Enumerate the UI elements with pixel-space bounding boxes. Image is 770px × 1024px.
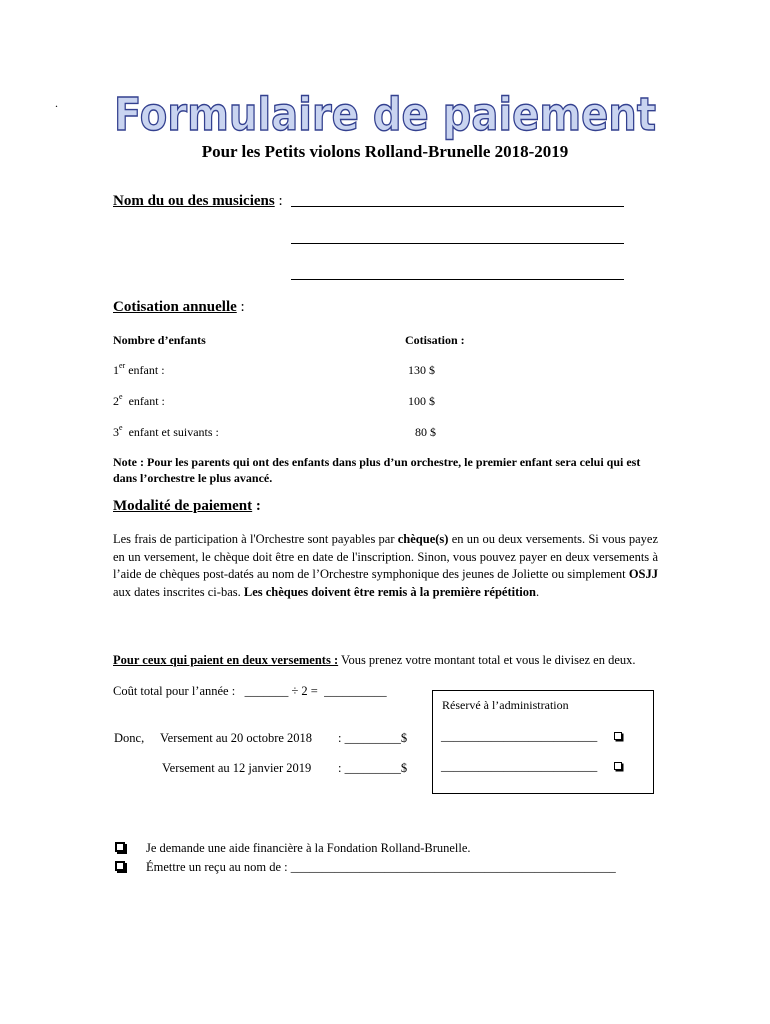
two-payments-row — [113, 653, 636, 668]
fee-row-1-value: 130 $ — [408, 363, 435, 377]
col-fee-header: Cotisation : — [405, 333, 465, 347]
row-3-label: enfant et suivants : — [122, 425, 219, 439]
admin-line-1[interactable]: _________________________ — [441, 729, 598, 743]
payment-text-1: Les frais de participation à l'Orchestre sont payables par — [113, 532, 398, 546]
cotisation-heading: Cotisation annuelle — [113, 299, 237, 315]
form-subtitle: Pour les Petits violons Rolland-Brunelle 2018-2019 — [201, 142, 569, 161]
row-3-sup: e — [119, 423, 123, 432]
fee-row-3-value: 80 $ — [415, 425, 436, 439]
fee-row-2-value: 100 $ — [408, 394, 435, 408]
fee-row-3-label — [113, 425, 219, 440]
payment-bold-remise: Les chèques doivent être remis à la première répétition — [243, 584, 536, 599]
payment-text-3: aux dates inscrites ci-bas. — [113, 584, 244, 599]
row-2-num: 2 — [113, 394, 119, 408]
payment-text-2: en un ou deux versements. Si vous payez en un versement, le chèque doit être en date de l'inscription. Sinon, vous pouvez payer en deux versements à l’aide de chèques post-datés au nom de l’Orchestre symphonique des jeunes de Joliette ou simplement — [113, 532, 658, 582]
payment-heading-row — [113, 498, 261, 515]
form-title — [112, 86, 660, 141]
two-payments-text: Vous prenez votre montant total et vous le divisez en deux. — [338, 653, 636, 667]
payment-1-amount[interactable]: : _________$ — [338, 731, 408, 745]
row-1-num: 1 — [113, 363, 119, 377]
row-2-sup: e — [119, 392, 123, 401]
receipt-label[interactable]: Émettre un reçu au nom de : ____________________________________________________ — [146, 860, 616, 874]
stray-dot: . — [55, 96, 58, 110]
fee-row-1-label — [113, 363, 165, 378]
payment-text-4: . — [535, 584, 540, 599]
payment-colon: : — [252, 498, 261, 514]
musicians-colon: : — [274, 193, 283, 209]
row-3-num: 3 — [113, 425, 119, 439]
payment-paragraph — [113, 531, 658, 601]
donc-label: Donc, — [114, 731, 145, 745]
musician-name-line-2[interactable] — [291, 243, 624, 244]
row-2-label: enfant : — [122, 394, 165, 408]
form-title-text: Formulaire de paiement — [114, 88, 656, 141]
payment-bold-osjj: OSJJ — [628, 567, 658, 582]
total-cost-line[interactable]: Coût total pour l’année : _______ ÷ 2 = __________ — [113, 684, 387, 698]
admin-checkbox-1[interactable] — [614, 732, 622, 740]
receipt-checkbox[interactable] — [115, 861, 125, 871]
payment-2-label: Versement au 12 janvier 2019 — [162, 761, 312, 775]
two-payments-heading: Pour ceux qui paient en deux versements : — [113, 653, 339, 667]
row-1-label: enfant : — [125, 363, 165, 377]
musicians-label: Nom du ou des musiciens — [113, 193, 275, 209]
cotisation-heading-row — [113, 299, 245, 316]
financial-aid-checkbox[interactable] — [115, 842, 125, 852]
col-children-header: Nombre d’enfants — [113, 333, 206, 347]
payment-1-label: Versement au 20 octobre 2018 — [160, 731, 313, 745]
admin-title: Réservé à l’administration — [442, 698, 569, 712]
cotisation-colon: : — [236, 299, 245, 315]
row-1-sup: er — [119, 361, 126, 370]
payment-bold-cheques: chèque(s) — [397, 532, 449, 546]
admin-line-2[interactable]: _________________________ — [441, 759, 598, 773]
admin-checkbox-2[interactable] — [614, 762, 622, 770]
financial-aid-label: Je demande une aide financière à la Fondation Rolland-Brunelle. — [146, 841, 471, 855]
fee-row-2-label — [113, 394, 165, 409]
musicians-label-row — [113, 193, 283, 210]
musician-name-line-3[interactable] — [291, 279, 624, 280]
payment-heading: Modalité de paiement — [113, 498, 253, 514]
musician-name-line-1[interactable] — [291, 206, 624, 207]
cotisation-note: Note : Pour les parents qui ont des enfants dans plus d’un orchestre, le premier enfant sera celui qui est dans l’orchestre le plus avancé. — [113, 455, 641, 485]
payment-2-amount[interactable]: : _________$ — [338, 761, 408, 775]
